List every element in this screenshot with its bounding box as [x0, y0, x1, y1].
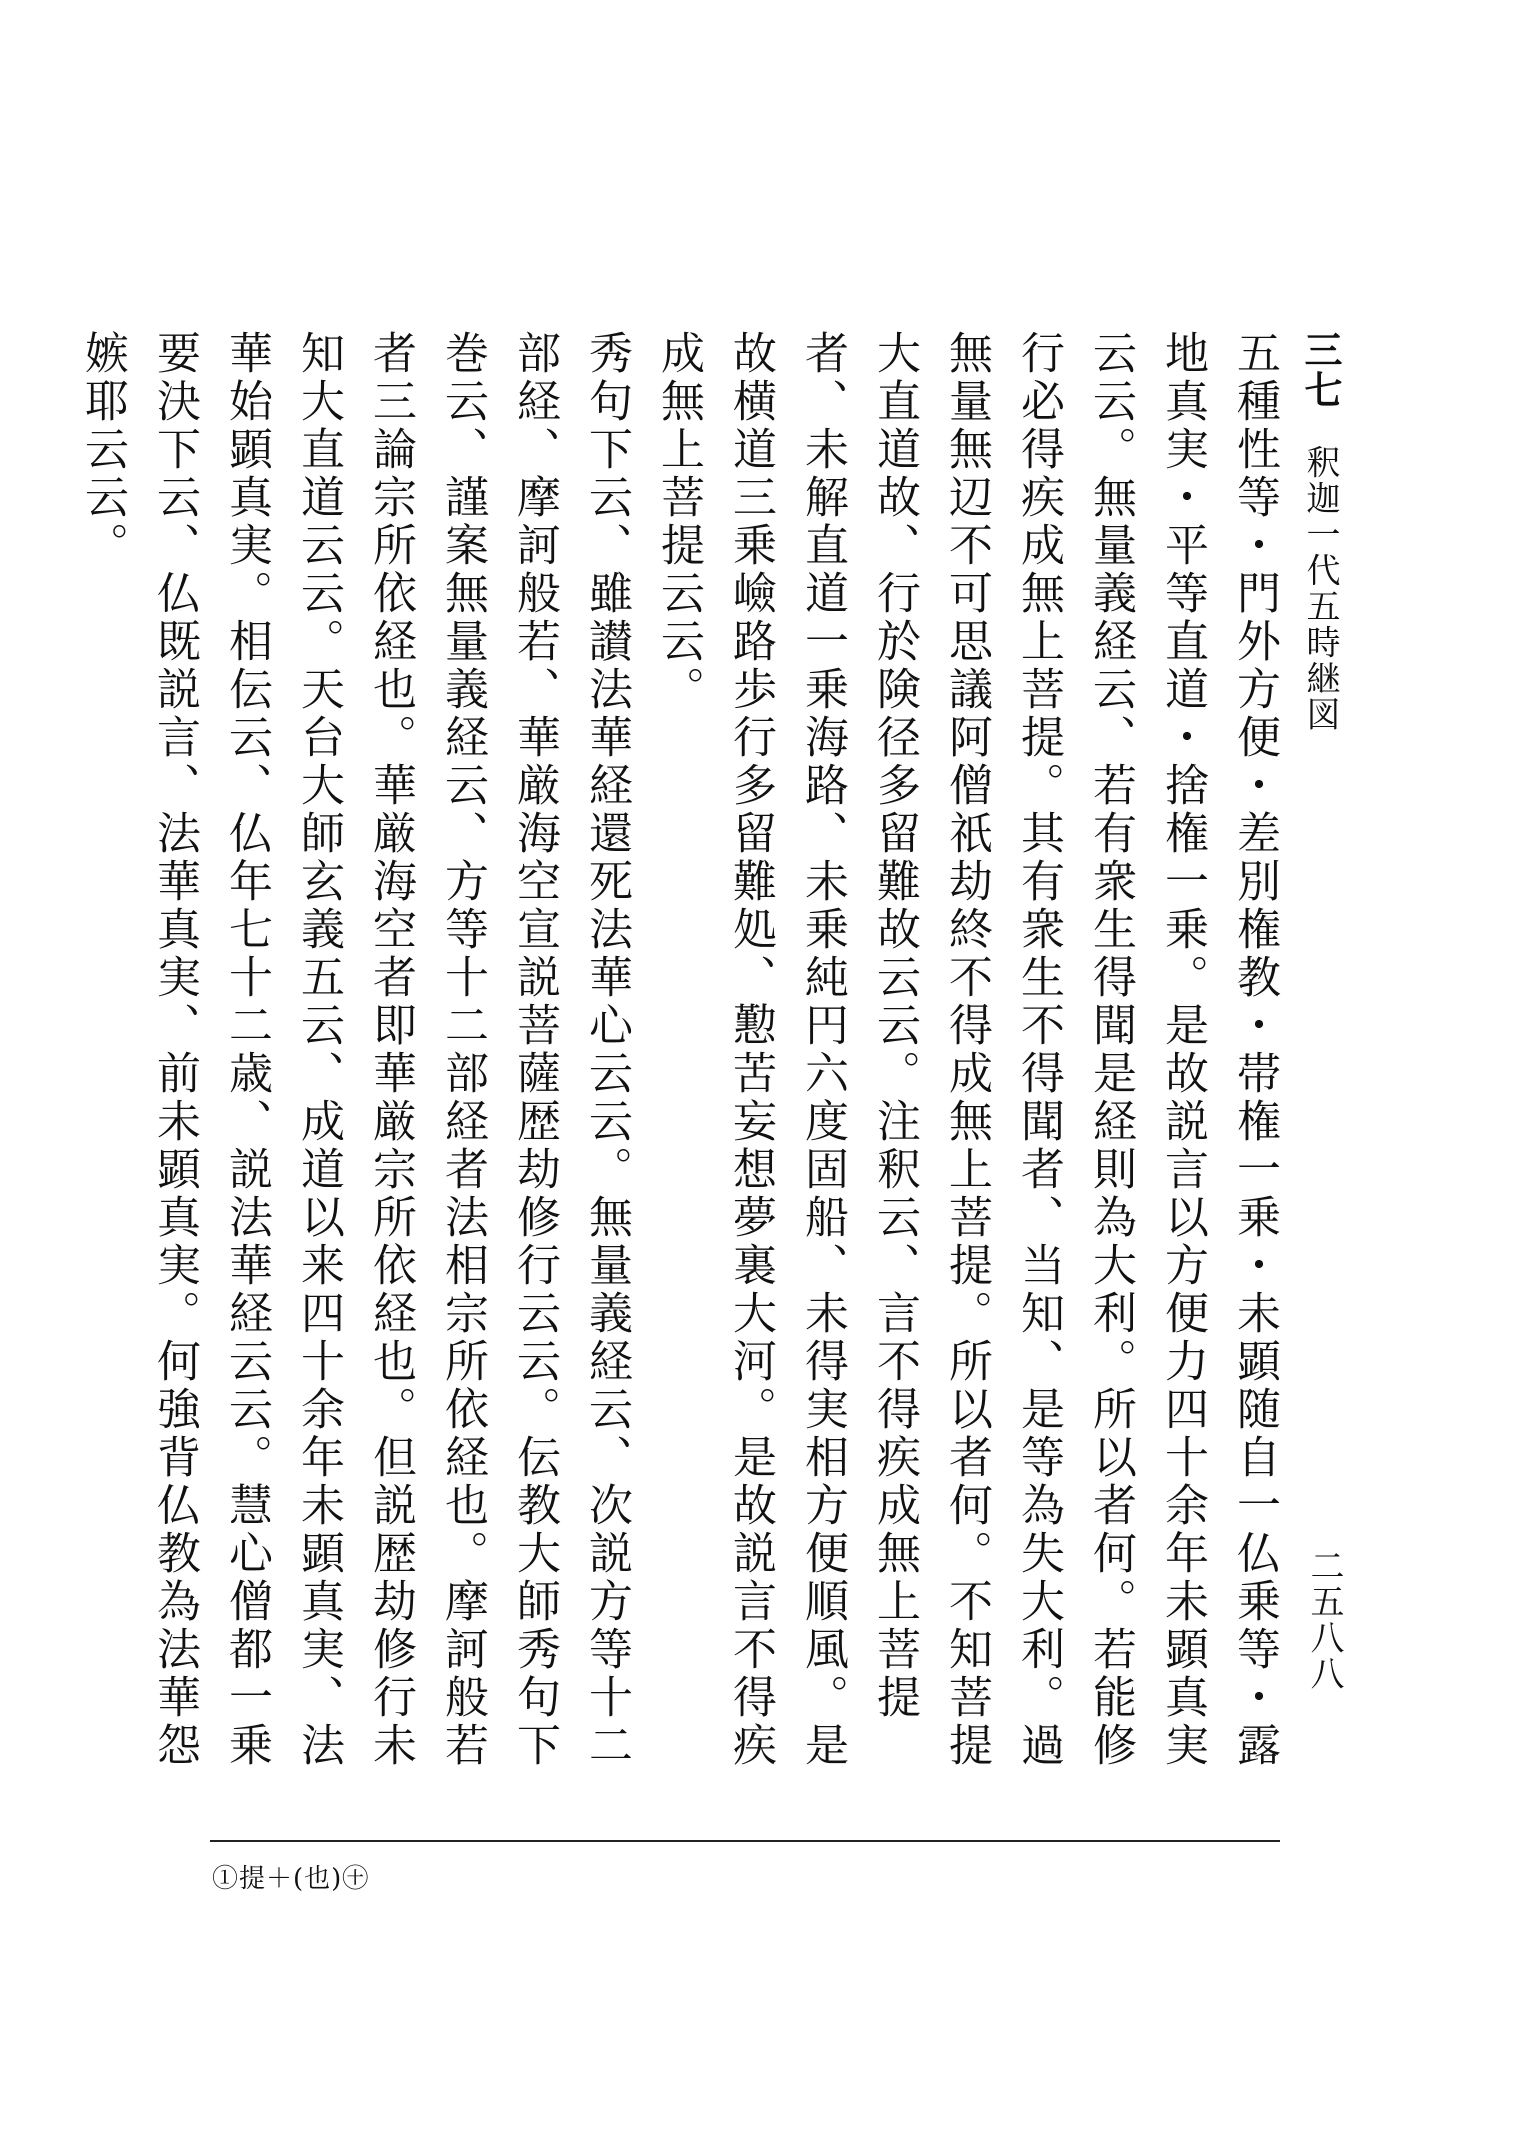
footnote-divider — [210, 1840, 1280, 1842]
paragraph: 五種性等・門外方便・差別権教・帯権一乗・未顕随自一仏乗等・露地真実・平等直道・捨権一乗。是故説言以方便力四十余年未顕真実云云。無量義経云、若有衆生得聞是経則為大利。所以者何。若能修行必得疾成無上菩提。其有衆生不得聞者、当知、是等為失大利。過無量無辺不可思議阿僧祇劫終不得成無上菩提。所以者何。不知菩提大直道故、行於険径多留難故云云。注釈云、言不得疾成無上菩提者、未解直道一乗海路、未乗純円六度固船、未得実相方便順風。是故横道三乗嶮路歩行多留難処、懃苦妄想夢裏大河。是故説言不得疾成無上菩提云云。 — [653, 330, 1280, 1770]
paragraph: 秀句下云、雖讃法華経還死法華心云云。無量義経云、次説方等十二部経、摩訶般若、華厳海空宣説菩薩歴劫修行云云。伝教大師秀句下巻云、謹案無量義経云、方等十二部経者法相宗所依経也。摩訶般若者三論宗所依経也。華厳海空者即華厳宗所依経也。但説歴劫修行未知大直道云云。天台大師玄義五云、成道以来四十余年未顕真実、法華始顕真実。相伝云、仏年七十二歳、説法華経云云。慧心僧都一乗要決下云、仏既説言、法華真実、前未顕真実。何強背仏教為法華怨嫉耶云云。 — [77, 330, 632, 1770]
page-number: 二五八八 — [1304, 1548, 1344, 1692]
main-text — [77, 330, 1290, 1810]
footnote: ①提＋(也)㊉ — [212, 1864, 370, 1894]
section-number: 三七 — [1298, 330, 1343, 410]
running-header — [1298, 330, 1343, 733]
section-title: 釈迦一代五時継図 — [1300, 444, 1340, 733]
